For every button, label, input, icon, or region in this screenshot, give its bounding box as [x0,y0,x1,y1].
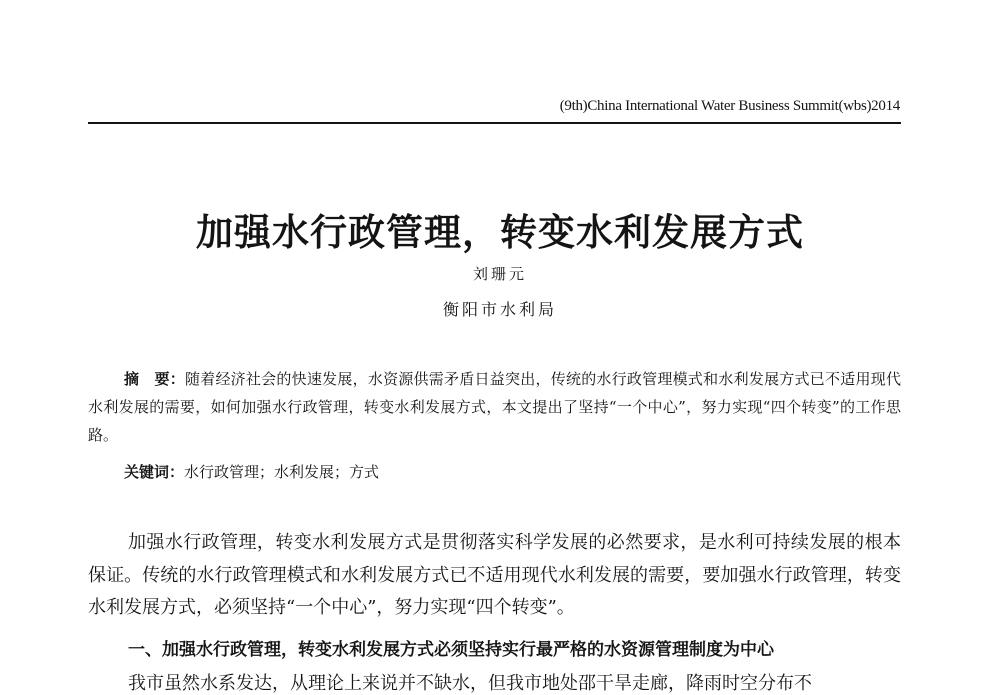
header-rule [88,122,901,124]
keywords-label: 关键词： [124,463,185,481]
section-heading: 一、加强水行政管理，转变水利发展方式必须坚持实行最严格的水资源管理制度为中心 [128,640,774,660]
abstract-text: 随着经济社会的快速发展，水资源供需矛盾日益突出，传统的水行政管理模式和水利发展方式已不适用现代水利发展的需要，如何加强水行政管理，转变水利发展方式，本文提出了坚持“一个中心”，努力实现“四个转变”的工作思路。 [88,370,901,444]
abstract-label: 摘 要： [124,370,185,388]
body-paragraph-partial: 我市虽然水系发达，从理论上来说并不缺水，但我市地处邵干旱走廊，降雨时空分布不 [128,673,812,694]
keywords-text: 水行政管理；水利发展；方式 [184,463,380,481]
keywords [124,461,379,482]
paper-title: 加强水行政管理，转变水利发展方式 [196,211,804,254]
running-header: (9th)China International Water Business Summit(wbs)2014 [559,98,900,114]
author-name: 刘珊元 [472,265,527,283]
body-paragraph: 加强水行政管理，转变水利发展方式是贯彻落实科学发展的必然要求，是水利可持续发展的根本保证。传统的水行政管理模式和水利发展方式已不适用现代水利发展的需要，要加强水行政管理，转变水利发展方式，必须坚持“一个中心”，努力实现“四个转变”。 [88,532,901,618]
abstract [88,365,901,449]
author-affiliation: 衡阳市水利局 [442,300,557,319]
